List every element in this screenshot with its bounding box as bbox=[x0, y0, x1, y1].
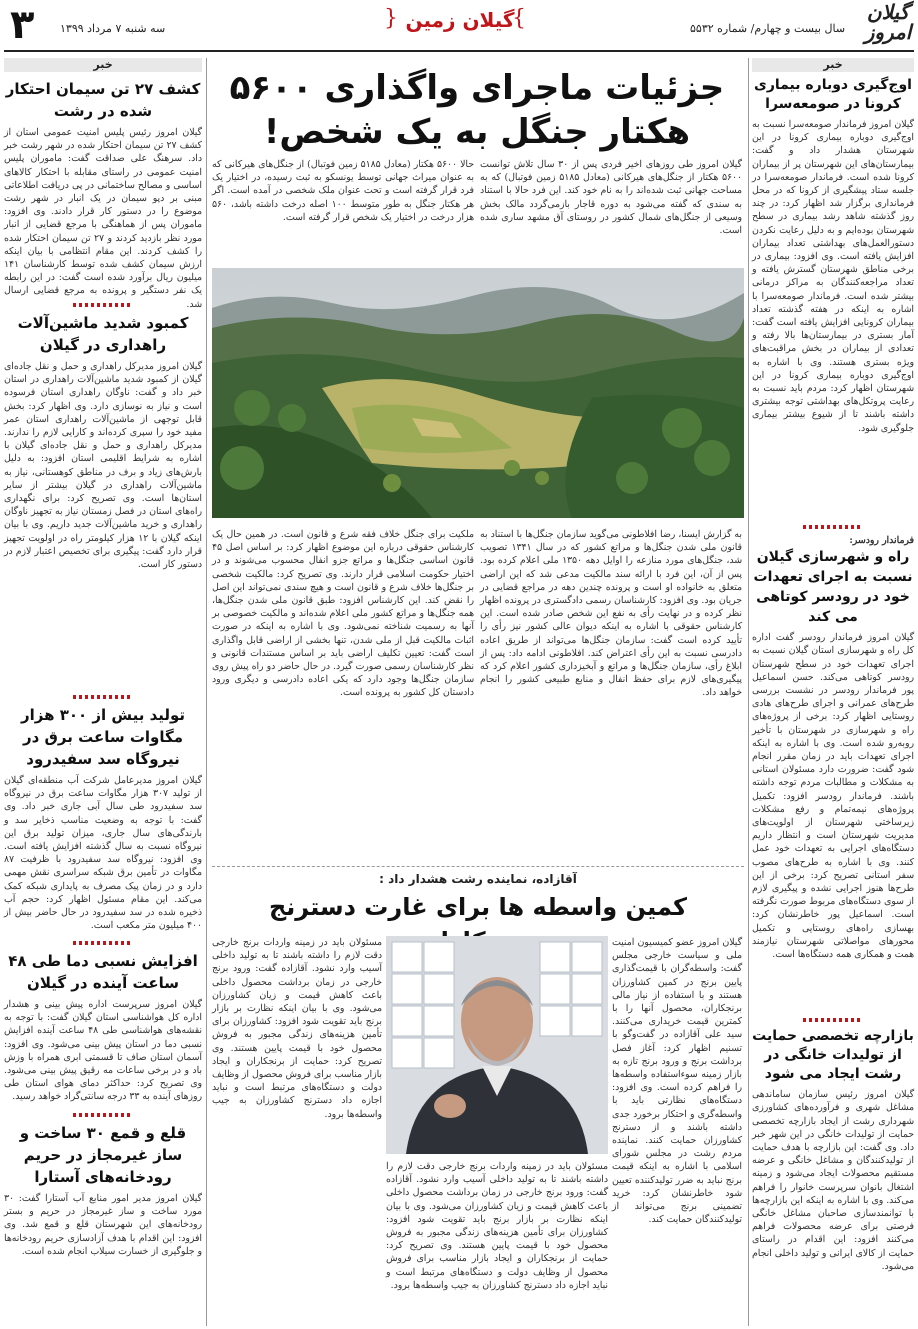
page-number: ۳ bbox=[10, 2, 35, 48]
column-divider bbox=[748, 58, 749, 1326]
header-rule bbox=[4, 50, 914, 52]
newspaper-logo: گیلان امروز bbox=[864, 0, 912, 44]
lead-paragraph-right: گیلان امروز طی روزهای اخیر فردی پس از ۳۰ سال تلاش توانست ۵۶۰۰ هکتار از جنگل‌های هیرکانی (معادل ۵۱۸۵ زمین فوتبال) که به مساحت جهانی ثبت شده‌اند را به نام خود کند. این فرد حالا با استناد به سندی که گفته می‌شود به دوره قاجار بازمی‌گردد مالک بخش وسیعی از جنگل‌های شمال کشور در روستای آق مشهد ساری شده است. bbox=[480, 159, 742, 237]
separator bbox=[4, 302, 202, 308]
forest-landscape-photo bbox=[212, 268, 744, 518]
story-body-left: ملکیت برای جنگل خلاف فقه شرع و قانون است. در همین حال یک کارشناس حقوقی درباره این موضوع اظهار کرد: بر اساس اصل ۴۵ قانون اساسی جنگل‌ها و مراتع جزو انفال محسوب می‌شوند و در اختیار حکومت اسلامی قرار دارند. وی تصریح کرد: مالکیت شخصی بر جنگل‌ها خلاف شرع و قانون است و هیچ سندی نمی‌تواند این اصل را نقض کند. این کارشناس افزود: طبق قانون ملی شدن جنگل‌ها، همه جنگل‌ها و مراتع کشور ملی اعلام شده‌اند و مالکیت خصوصی بر آنها به رسمیت شناخته نمی‌شود. وی با اشاره به اینکه در صورت اثبات مالکیت قبل از ملی شدن، تنها بخشی از اراضی قابل واگذاری است گفت: تعیین تکلیف اراضی باید بر اساس مستندات قانونی و نظر کارشناسان رسمی صورت گیرد. در حال حاضر دو راه پیش روی سازمان جنگل‌ها وجود دارد که یکی اعاده دادرسی و دیگری ورود دادستان کل کشور به پرونده است. bbox=[212, 529, 474, 699]
article-body: گیلان امروز مدیرعامل شرکت آب منطقه‌ای گیلان از تولید ۳۰۷ هزار مگاوات ساعت برق در نیروگاه سد سفیدرود طی سال آبی جاری خبر داد. وی گفت: با توجه به وضعیت مناسب ذخایر سد و بارندگی‌های سال جاری، میزان تولید برق این نیروگاه نسبت به سال گذشته افزایش یافته است. وی افزود: نیروگاه سد سفیدرود با ظرفیت ۸۷ مگاوات در تأمین برق شبکه سراسری نقش مهمی دارد و در زمان پیک مصرف به پایداری شبکه کمک می‌کند. این مقام مسئول اظهار کرد: حجم آب ذخیره شده در سد سفیدرود در حال حاضر بیش از ۴۰۰ میلیون متر مکعب است. bbox=[4, 775, 202, 932]
section-kicker: خبر bbox=[752, 58, 914, 72]
article-title: اوج‌گیری دوباره بیماری کرونا در صومعه‌سرا bbox=[754, 77, 912, 112]
article-title: افزایش نسبی دما طی ۴۸ ساعت آینده در گیلان bbox=[8, 952, 198, 992]
article-body: گیلان امروز رئیس پلیس امنیت عمومی استان از کشف ۲۷ تن سیمان احتکار شده در شهر رشت خبر داد. سرهنگ علی صداقت گفت: ماموران پلیس امنیت عمومی در راستای مقابله با احتکار کالاهای اساسی و مصالح ساختمانی در پی دریافت اطلاعاتی مبنی بر دپو سیمان در یک انبار در شهر رشت موضوع را در دستور کار قرار دادند. وی افزود: ماموران پس از هماهنگی با مرجع قضایی از انبار مورد نظر بازدید کردند و ۲۷ تن سیمان احتکار شده را کشف کردند. این مقام انتظامی با بیان اینکه ارزش سیمان کشف شده توسط کارشناسان ۱۴۱ میلیون ریال برآورد شده است گفت: در این رابطه یک نفر دستگیر و پرونده به مرجع قضایی ارسال شد. bbox=[4, 127, 202, 310]
separator bbox=[752, 524, 914, 530]
article-body: گیلان امروز مدیرکل راهداری و حمل و نقل جاده‌ای گیلان از کمبود شدید ماشین‌آلات راهداری در استان خبر داد و گفت: ناوگان راهداری استان فرسوده است و نیاز به نوسازی دارد. وی اظهار کرد: بخش قابل توجهی از ماشین‌آلات راهداری استان عمر مفید خود را سپری کرده‌اند و کارایی لازم را ندارند. مدیرکل راهداری و حمل و نقل جاده‌ای گیلان با اشاره به شرایط اقلیمی استان افزود: به دلیل بارش‌های زیاد و برف در مناطق کوهستانی، نیاز به ماشین‌آلات راهداری در گیلان بیشتر از سایر استان‌ها است. وی تصریح کرد: برای نگهداری راه‌های استان در فصل زمستان نیاز به تجهیز ناوگان راهداری و خرید ماشین‌آلات جدید داریم. وی با بیان اینکه گیلان با ۱۲ هزار کیلومتر راه در اولویت تجهیز قرار دارد گفت: پیگیری برای تخصیص اعتبار لازم در دستور کار است. bbox=[4, 361, 202, 571]
article-body: گیلان امروز فرماندار رودسر گفت اداره کل راه و شهرسازی استان گیلان نسبت به اجرای تعهدات خود در سطح شهرستان رودسر کوتاهی می‌کند. حسن اسماعیل پور فرماندار رودسر در نشست بررسی طرح‌های عمرانی و اجرای طرح‌های هادی روستایی اظهار کرد: برخی از پروژه‌های راه و شهرسازی در شهرستان با تأخیر روبه‌رو شده است. وی با اشاره به اینکه اجرای تعهدات باید در زمان مقرر انجام شود گفت: ضرورت دارد مسئولان استانی به مشکلات و مطالبات مردم توجه داشته باشند. فرماندار رودسر افزود: تکمیل پروژه‌های نیمه‌تمام و رفع مشکلات زیرساختی شهرستان از اولویت‌های مدیریت شهرستان است و انتظار داریم دستگاه‌های اجرایی به تعهدات خود عمل کنند. وی با اشاره به طرح‌های مصوب سفر استانی تصریح کرد: برخی از این طرح‌ها هنوز اجرایی نشده و پیگیری لازم از سوی دستگاه‌های مربوط صورت نگرفته است. اسماعیل پور خاطرنشان کرد: بهسازی راه‌های روستایی و تکمیل محورهای مواصلاتی شهرستان نیازمند همت و همکاری همه دستگاه‌ها است. bbox=[752, 632, 914, 961]
sub-story-body-right: گیلان امروز عضو کمیسیون امنیت ملی و سیاست خارجی مجلس گفت: واسطه‌گران با قیمت‌گذاری پایین برنج در کمین کشاورزان هستند و با استفاده از نیاز مالی برنجکاران، محصول آنها را با کمترین قیمت خریداری می‌کنند. سید علی آقازاده در گفت‌وگو با تسنیم اظهار کرد: آغاز فصل برداشت برنج و ورود برنج تازه به بازار زمینه سوءاستفاده واسطه‌ها را فراهم کرده است. وی افزود: دستگاه‌های نظارتی باید با واسطه‌گری و احتکار برخورد جدی داشته باشند و از دسترنج کشاورزان حمایت کنند. نماینده مردم رشت در مجلس شورای اسلامی با اشاره به اینکه قیمت برنج نباید به ضرر تولیدکننده تعیین شود خاطرنشان کرد: خرید تضمینی برنج می‌تواند از تولیدکنندگان حمایت کند. bbox=[612, 937, 742, 1226]
bracket-left-icon: { bbox=[384, 6, 398, 31]
bracket-right-icon: } bbox=[512, 6, 526, 31]
article-title: تولید بیش از ۳۰۰ هزار مگاوات ساعت برق در نیروگاه سد سفیدرود bbox=[20, 706, 186, 768]
story-body-right: به گزارش ایسنا، رضا افلاطونی می‌گوید سازمان جنگل‌ها با استناد به قانون ملی شدن جنگل‌ها و مراتع کشور که در سال ۱۳۴۱ تصویب شد، جنگل‌های مورد منازعه را اوایل دهه ۱۳۵۰ ملی اعلام کرده بود. پس از آن، این فرد با ارائه سند مالکیت مدعی شد که این اراضی متعلق به خانواده او است و پرونده چندین دهه در مراجع قضایی در جریان بود. وی افزود: کارشناسان رسمی دادگستری در پرونده اظهار نظر کرده و در نهایت رأی به نفع این شخص صادر شده است. این کارشناس حقوقی با اشاره به اینکه دیوان عالی کشور نیز رأی را تأیید کرده است گفت: سازمان جنگل‌ها می‌تواند از طریق اعاده دادرسی نسبت به این رأی اعتراض کند. افلاطونی ادامه داد: پس از ابلاغ رأی، سازمان جنگل‌ها و مراتع و آبخیزداری کشور اعلام کرد که پیگیری‌های لازم برای حفظ انفال و منابع طبیعی کشور را انجام خواهد داد. bbox=[480, 529, 742, 699]
story-divider bbox=[212, 866, 744, 867]
sub-story-body-center: مسئولان باید در زمینه واردات برنج خارجی دقت لازم را داشته باشند تا به تولید داخلی آسیب وارد نشود. آقازاده گفت: ورود برنج خارجی در زمان برداشت محصول داخلی باعث کاهش قیمت و زیان کشاورزان می‌شود. وی با بیان اینکه نظارت بر بازار برنج باید تقویت شود افزود: کشاورزان برای تأمین هزینه‌های زندگی مجبور به فروش محصول خود با قیمت پایین هستند. وی تصریح کرد: حمایت از برنجکاران و ایجاد بازار مناسب برای فروش محصول از وظایف دولت و دستگاه‌های مرتبط است و نباید اجازه داد دسترنج کشاورزان به جیب واسطه‌ها برود. bbox=[386, 1161, 608, 1291]
separator bbox=[752, 1017, 914, 1023]
article-title: راه و شهرسازی گیلان نسبت به اجرای تعهدات خود در رودسر کوتاهی می کند bbox=[753, 549, 913, 626]
portrait-photo bbox=[386, 936, 608, 1154]
issue-date: سه شنبه ۷ مرداد ۱۳۹۹ bbox=[60, 22, 166, 35]
article-title: قلع و قمع ۳۰ ساخت و ساز غیرمجاز در حریم رودخانه‌های آستارا bbox=[19, 1124, 187, 1186]
article-title: کمبود شدید ماشین‌آلات راهداری در گیلان bbox=[17, 314, 189, 354]
section-title: گیلان زمین bbox=[405, 8, 515, 32]
left-column bbox=[4, 58, 202, 1326]
lead-paragraph-left: حالا ۵۶۰۰ هکتار (معادل ۵۱۸۵ زمین فوتبال) از جنگل‌های هیرکانی که به عنوان میراث جهانی توسط یونسکو به ثبت رسیده، در اختیار یک فرد قرار گرفته است و تحت عنوان ملک شخصی در آمده است. اگر هر هکتار جنگل به طور متوسط ۱۰۰ اصله درخت داشته باشد، ۵۶۰ هزار درخت در اختیار یک شخص قرار گرفته است. bbox=[212, 159, 474, 223]
article-title: کشف ۲۷ تن سیمان احتکار شده در رشت bbox=[5, 80, 201, 120]
right-column bbox=[752, 58, 914, 1326]
sub-story-body-left: مسئولان باید در زمینه واردات برنج خارجی دقت لازم را داشته باشند تا به تولید داخلی آسیب وارد نشود. آقازاده گفت: ورود برنج خارجی در زمان برداشت محصول داخلی باعث کاهش قیمت و زیان کشاورزان می‌شود. وی با بیان اینکه نظارت بر بازار برنج باید تقویت شود افزود: کشاورزان برای تأمین هزینه‌های زندگی مجبور به فروش محصول خود با قیمت پایین هستند. وی تصریح کرد: حمایت از برنجکاران و ایجاد بازار مناسب برای فروش محصول از وظایف دولت و دستگاه‌های مرتبط است و نباید اجازه داد دسترنج کشاورزان به جیب واسطه‌ها برود. bbox=[212, 937, 382, 1120]
section-kicker: خبر bbox=[4, 58, 202, 72]
column-divider bbox=[206, 58, 207, 1326]
article-title: بازارچه تخصصی حمایت از تولیدات خانگی در رشت ایجاد می شود bbox=[752, 1028, 914, 1083]
article-body: گیلان امروز سرپرست اداره پیش بینی و هشدار اداره کل هواشناسی استان گیلان گفت: با توجه به نقشه‌های هواشناسی طی ۴۸ ساعت آینده افزایش نسبی دما در استان پیش بینی می‌شود. وی افزود: آسمان استان صاف تا قسمتی ابری همراه با وزش باد و در برخی ساعات مه رقیق پیش بینی می‌شود. وی تصریح کرد: حداکثر دمای هوای استان طی روزهای آینده به ۳۳ درجه سانتی‌گراد خواهد رسید. bbox=[4, 999, 202, 1103]
issue-number: سال بیست و چهارم/ شماره ۵۵۳۲ bbox=[690, 22, 846, 35]
main-headline: جزئیات ماجرای واگذاری ۵۶۰۰ هکتار جنگل به یک شخص! bbox=[229, 68, 725, 152]
sub-story-kicker: آقازاده، نماینده رشت هشدار داد : bbox=[379, 872, 577, 886]
article-body: گیلان امروز مدیر امور منابع آب آستارا گفت: ۳۰ مورد ساخت و ساز غیرمجاز در حریم و بستر رودخانه‌های این شهرستان قلع و قمع شد. وی افزود: این اقدام با هدف آزادسازی حریم رودخانه‌ها و جلوگیری از خسارت سیلاب انجام شده است. bbox=[4, 1193, 202, 1257]
article-body: گیلان امروز فرماندار صومعه‌سرا نسبت به اوج‌گیری دوباره بیماری کرونا در این شهرستان هشدار داد و گفت: بیمارستان‌های این شهرستان پر از بیماران کرونا شده است. فرماندار صومعه‌سرا در جلسه ستاد پیشگیری از کرونا که در محل فرمانداری برگزار شد اظهار کرد: در چند روز گذشته شاهد رشد بیماری در سطح شهرستان بوده‌ایم و به دلیل رعایت نکردن دستورالعمل‌های بهداشتی تعداد بیماران افزایش یافته است. وی افزود: بیماری در برخی مناطق شهرستان گسترش یافته و تعداد مراجعه‌کنندگان به مراکز درمانی بیشتر شده است. فرماندار صومعه‌سرا با اشاره به اینکه در هفته گذشته تعداد بیماران کرونایی افزایش یافته است گفت: آمار بستری در بیمارستان‌ها بالا رفته و تعدادی از بیماران در بخش مراقبت‌های ویژه بستری هستند. وی با اشاره به اوج‌گیری دوباره بیماری کرونا در این شهرستان اظهار کرد: مردم باید نسبت به رعایت پروتکل‌های بهداشتی توجه بیشتری داشته باشند تا از شیوع بیشتر بیماری جلوگیری شود. bbox=[752, 119, 914, 434]
separator bbox=[4, 1112, 202, 1118]
sub-story-headline: کمین واسطه ها برای غارت دسترنج bbox=[268, 893, 687, 921]
article-kicker: فرماندار رودسر: bbox=[849, 535, 914, 546]
separator bbox=[4, 694, 202, 700]
sub-story-header bbox=[212, 872, 744, 932]
article-body: گیلان امروز رئیس سازمان ساماندهی مشاغل شهری و فرآورده‌های کشاورزی شهرداری رشت از ایجاد بازارچه تخصصی حمایت از تولیدات خانگی در این شهر خبر داد. وی گفت: این بازارچه با هدف حمایت از تولیدکنندگان و مشاغل خانگی و عرضه مستقیم محصولات ایجاد می‌شود و زمینه اشتغال بانوان سرپرست خانوار را فراهم می‌کند. وی با اشاره به اینکه این بازارچه‌ها با توانمندسازی صاحبان مشاغل خانگی فرصتی برای عرضه محصولات فراهم می‌کنند افزود: این اقدام در راستای حمایت از کالای ایرانی و تولید داخلی انجام می‌شود. bbox=[752, 1089, 914, 1272]
separator bbox=[4, 940, 202, 946]
